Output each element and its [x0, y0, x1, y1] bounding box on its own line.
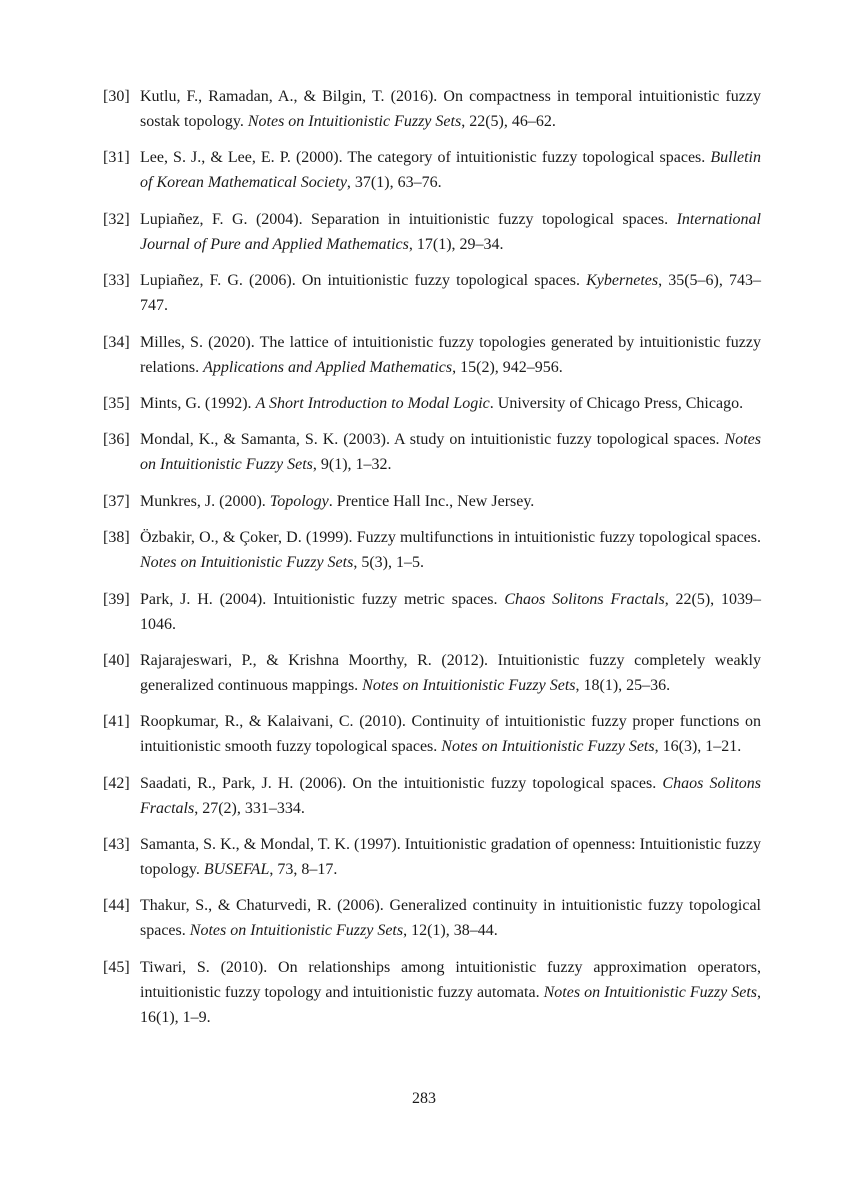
- reference-item: [103, 145, 761, 195]
- reference-number: [31]: [103, 149, 130, 167]
- reference-citation: Munkres, J. (2000).: [140, 492, 270, 510]
- reference-details: , 15(2), 942–956.: [452, 358, 563, 376]
- reference-item: [103, 587, 761, 637]
- reference-details: , 5(3), 1–5.: [353, 554, 424, 572]
- reference-citation: Mondal, K., & Samanta, S. K. (2003). A study on intuitionistic fuzzy topological spaces.: [140, 431, 725, 449]
- reference-list: [103, 84, 761, 1041]
- reference-number: [41]: [103, 713, 130, 731]
- reference-citation: Lupiañez, F. G. (2004). Separation in intuitionistic fuzzy topological spaces.: [140, 210, 677, 228]
- reference-venue: International Journal of Pure and Applied Mathematics: [140, 210, 761, 253]
- reference-citation: Saadati, R., Park, J. H. (2006). On the intuitionistic fuzzy topological spaces.: [140, 774, 663, 792]
- reference-text: [140, 648, 761, 698]
- reference-text: [140, 427, 761, 477]
- reference-details: , 35(5–6), 743–747.: [140, 272, 761, 315]
- reference-citation: Tiwari, S. (2010). On relationships among intuitionistic fuzzy approximation operators, intuitionistic fuzzy topology and intuitionistic fuzzy automata.: [140, 958, 761, 1001]
- reference-details: . University of Chicago Press, Chicago.: [489, 394, 744, 412]
- reference-item: [103, 893, 761, 943]
- reference-venue: Notes on Intuitionistic Fuzzy Sets: [140, 431, 761, 474]
- reference-number: [34]: [103, 333, 130, 351]
- page-number: 283: [412, 1090, 436, 1107]
- reference-item: [103, 832, 761, 882]
- reference-text: [140, 391, 761, 416]
- reference-item: [103, 207, 761, 257]
- reference-text: [140, 268, 761, 318]
- reference-details: , 73, 8–17.: [269, 861, 338, 879]
- reference-venue: Notes on Intuitionistic Fuzzy Sets: [247, 113, 462, 130]
- reference-citation: Thakur, S., & Chaturvedi, R. (2006). Generalized continuity in intuitionistic fuzzy topological spaces.: [140, 897, 761, 940]
- reference-number: [39]: [103, 590, 130, 608]
- reference-item: [103, 771, 761, 821]
- reference-item: [103, 330, 761, 380]
- reference-number: [40]: [103, 651, 130, 669]
- reference-details: , 22(5), 1039–1046.: [140, 590, 762, 633]
- reference-citation: Park, J. H. (2004). Intuitionistic fuzzy metric spaces.: [140, 590, 505, 608]
- reference-text: [140, 771, 761, 821]
- reference-number: [42]: [103, 774, 130, 792]
- reference-citation: Lee, S. J., & Lee, E. P. (2000). The category of intuitionistic fuzzy topological spaces.: [140, 149, 711, 167]
- reference-text: [140, 832, 761, 882]
- reference-venue: Notes on Intuitionistic Fuzzy Sets: [189, 922, 404, 940]
- reference-details: , 17(1), 29–34.: [408, 235, 504, 253]
- reference-citation: Samanta, S. K., & Mondal, T. K. (1997). Intuitionistic gradation of openness: Intuitionistic fuzzy topology.: [140, 836, 761, 879]
- reference-citation: Kutlu, F., Ramadan, A., & Bilgin, T. (2016). On compactness in temporal intuitionistic fuzzy sostak topology.: [140, 88, 761, 130]
- reference-item: [103, 955, 761, 1030]
- reference-number: [36]: [103, 431, 130, 449]
- reference-item: [103, 268, 761, 318]
- reference-details: , 18(1), 25–36.: [575, 676, 671, 694]
- reference-details: , 12(1), 38–44.: [403, 922, 498, 940]
- reference-details: , 16(3), 1–21.: [654, 738, 742, 756]
- reference-number: [35]: [103, 394, 130, 412]
- reference-item: [103, 391, 761, 416]
- reference-citation: Mints, G. (1992).: [140, 394, 256, 412]
- reference-text: [140, 330, 761, 380]
- reference-text: [140, 525, 761, 575]
- reference-item: [103, 84, 761, 134]
- reference-details: , 27(2), 331–334.: [194, 799, 305, 817]
- reference-venue: Chaos Solitons Fractals: [504, 590, 665, 608]
- reference-venue: Notes on Intuitionistic Fuzzy Sets: [543, 983, 757, 1001]
- reference-details: , 37(1), 63–76.: [346, 174, 442, 192]
- reference-venue: BUSEFAL: [203, 861, 270, 879]
- reference-text: [140, 893, 761, 943]
- reference-venue: Kybernetes: [586, 272, 659, 290]
- reference-number: [43]: [103, 836, 130, 854]
- reference-citation: Milles, S. (2020). The lattice of intuitionistic fuzzy topologies generated by intuitionistic fuzzy relations.: [140, 333, 761, 376]
- reference-item: [103, 709, 761, 759]
- reference-number: [30]: [103, 88, 130, 105]
- reference-citation: Roopkumar, R., & Kalaivani, C. (2010). Continuity of intuitionistic fuzzy proper functions on intuitionistic smooth fuzzy topological spaces.: [140, 713, 761, 756]
- reference-number: [32]: [103, 210, 130, 228]
- reference-venue: Notes on Intuitionistic Fuzzy Sets: [441, 738, 655, 756]
- reference-number: [33]: [103, 272, 130, 290]
- reference-venue: Topology: [269, 492, 329, 510]
- reference-venue: A Short Introduction to Modal Logic: [255, 394, 490, 412]
- reference-citation: Rajarajeswari, P., & Krishna Moorthy, R. (2012). Intuitionistic fuzzy completely weakly generalized continuous mappings.: [140, 651, 761, 694]
- reference-text: [140, 145, 761, 195]
- reference-details: , 22(5), 46–62.: [461, 113, 556, 130]
- reference-text: [140, 587, 761, 637]
- reference-venue: Bulletin of Korean Mathematical Society: [140, 149, 761, 192]
- reference-venue: Notes on Intuitionistic Fuzzy Sets: [140, 554, 354, 572]
- reference-details: , 16(1), 1–9.: [140, 983, 761, 1026]
- reference-item: [103, 648, 761, 698]
- reference-venue: Notes on Intuitionistic Fuzzy Sets: [362, 676, 576, 694]
- reference-text: [140, 84, 761, 134]
- reference-venue: Chaos Solitons Fractals: [140, 774, 762, 817]
- reference-details: . Prentice Hall Inc., New Jersey.: [328, 492, 535, 510]
- reference-venue: Applications and Applied Mathematics: [203, 358, 453, 376]
- reference-text: [140, 489, 761, 514]
- reference-details: , 9(1), 1–32.: [312, 456, 392, 474]
- reference-text: [140, 955, 761, 1030]
- reference-text: [140, 207, 761, 257]
- reference-text: [140, 709, 761, 759]
- reference-item: [103, 489, 761, 514]
- reference-citation: Lupiañez, F. G. (2006). On intuitionistic fuzzy topological spaces.: [140, 272, 587, 290]
- reference-number: [37]: [103, 492, 130, 510]
- reference-citation: Özbakir, O., & Çoker, D. (1999). Fuzzy multifunctions in intuitionistic fuzzy topological spaces.: [140, 529, 761, 547]
- reference-number: [44]: [103, 897, 130, 915]
- reference-number: [45]: [103, 958, 130, 976]
- reference-item: [103, 525, 761, 575]
- reference-number: [38]: [103, 529, 130, 547]
- reference-item: [103, 427, 761, 477]
